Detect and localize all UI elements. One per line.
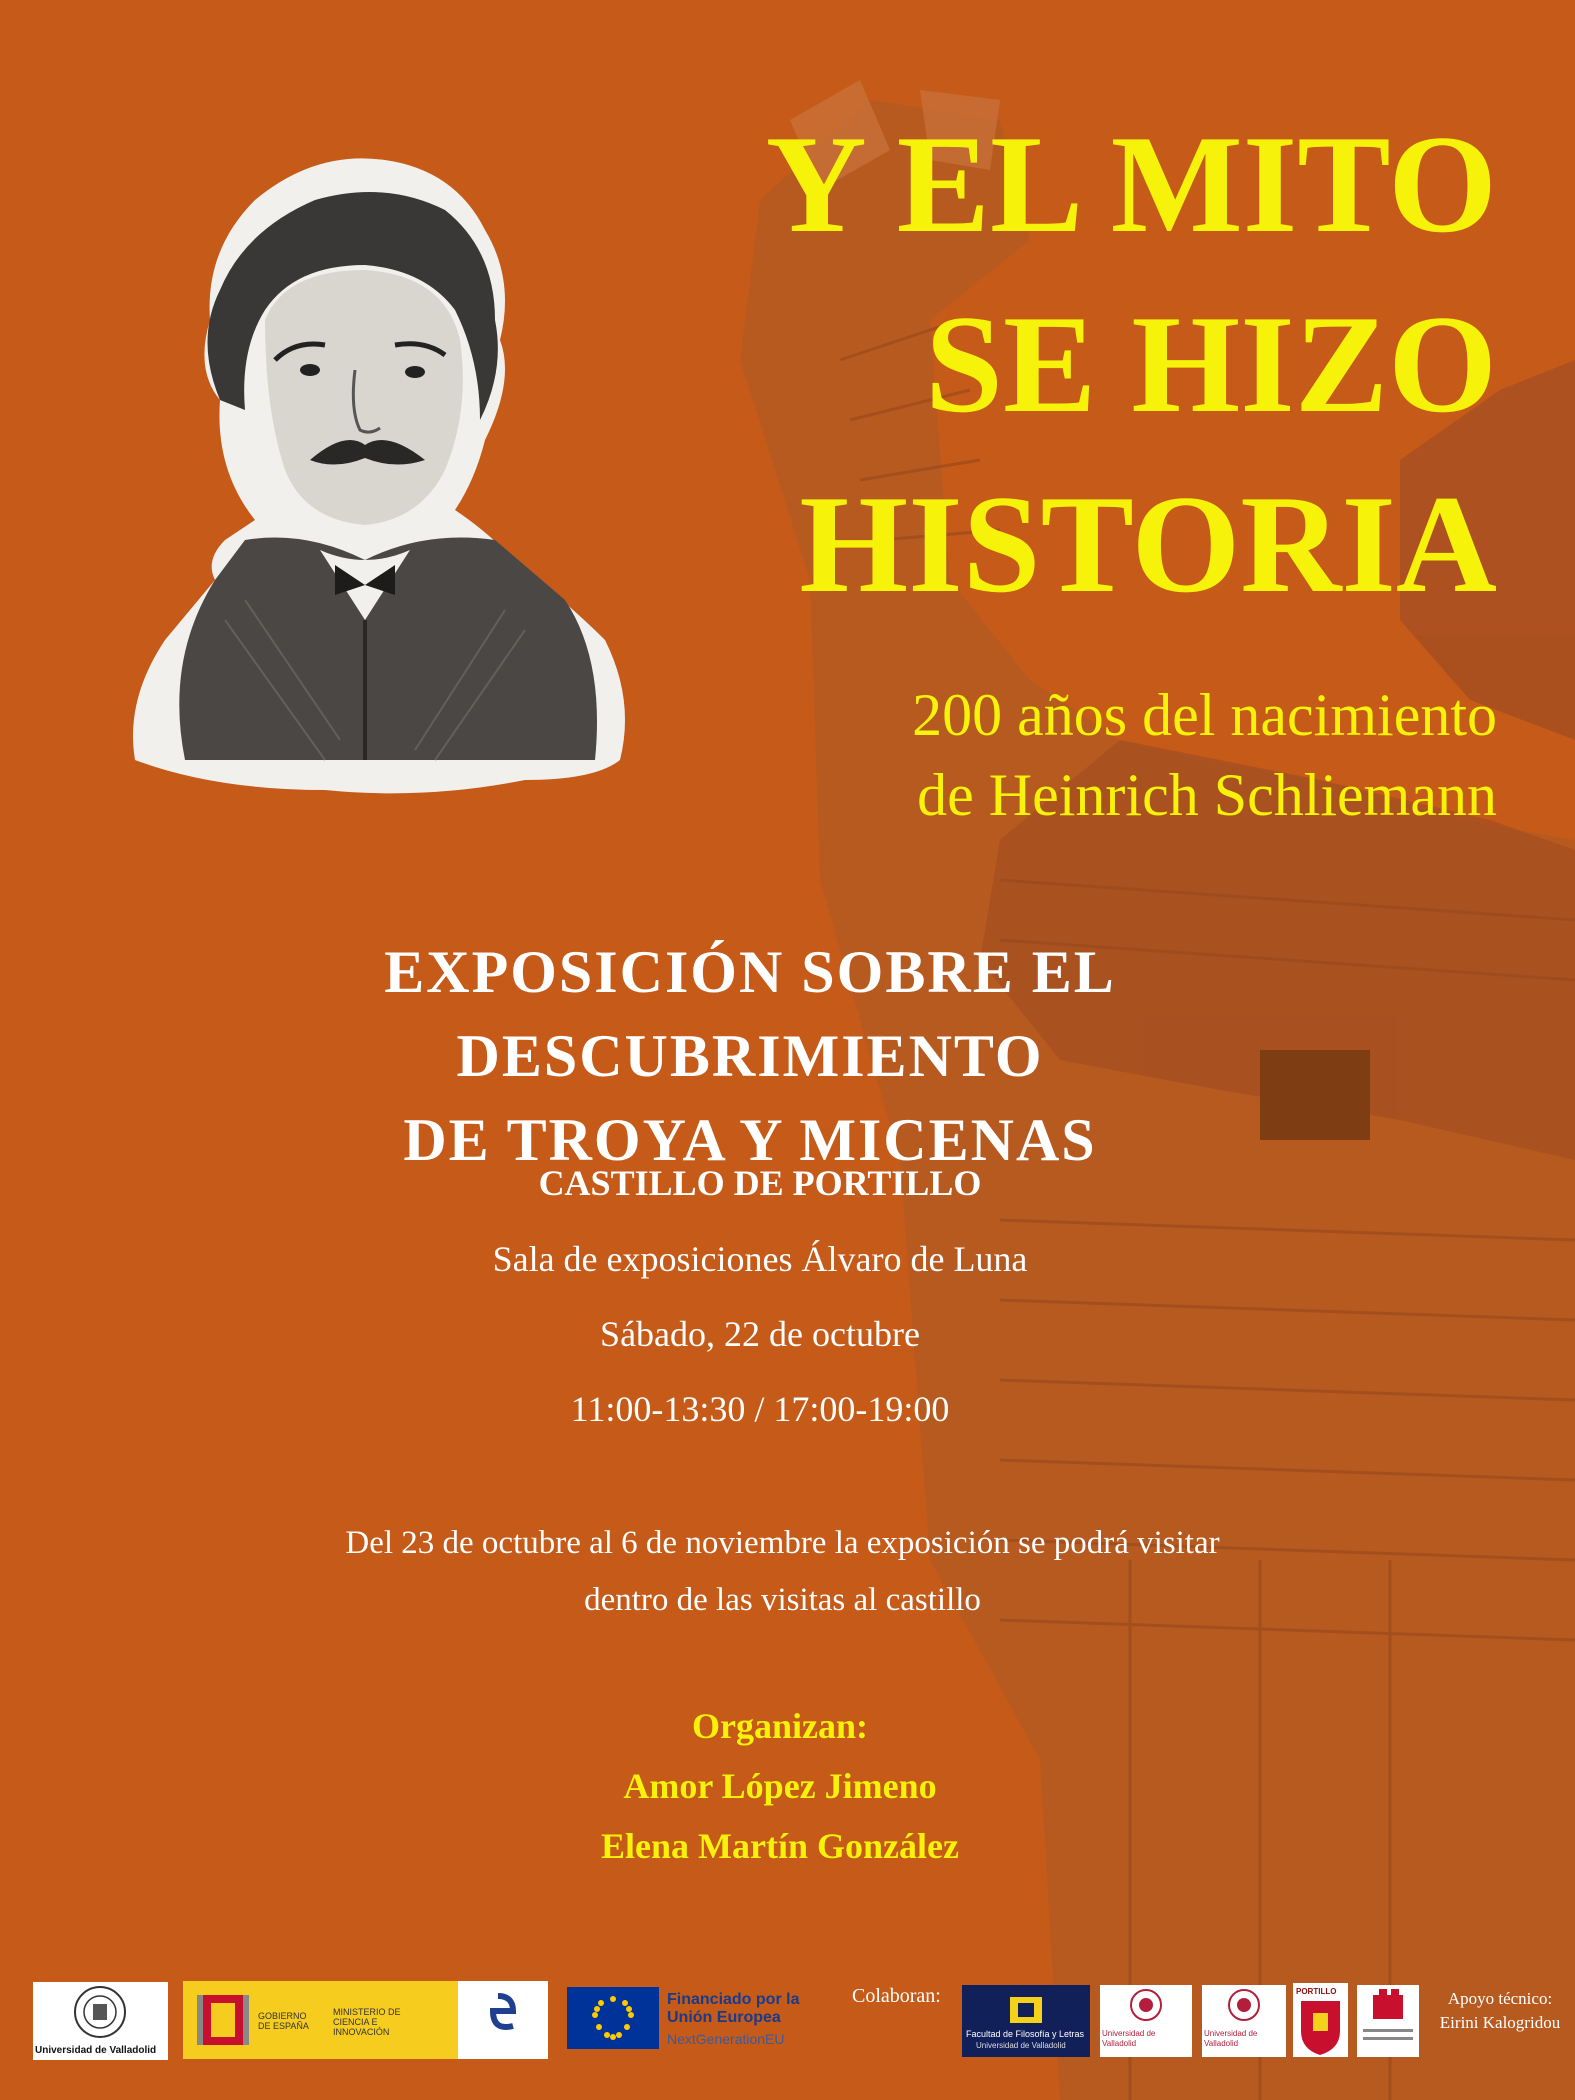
exposition-line-1: EXPOSICIÓN SOBRE EL DESCUBRIMIENTO (384, 939, 1116, 1089)
uva-logo-2-text: Universidad de Valladolid (1102, 2029, 1156, 2048)
exposition-heading (90, 930, 1410, 1182)
organizers-label: Organizan: (692, 1706, 868, 1746)
title-line-2: SE HIZO (925, 287, 1497, 442)
portillo-text: PORTILLO (1296, 1987, 1337, 1996)
uva-logo-2 (1100, 1985, 1192, 2057)
event-venue: CASTILLO DE PORTILLO (538, 1163, 982, 1203)
uva-seal-icon (33, 1982, 168, 2042)
portillo-shield-icon (1293, 1997, 1348, 2057)
visits-line-2: dentro de las visitas al castillo (584, 1582, 981, 1618)
eu-next-text: NextGenerationEU (667, 2031, 785, 2047)
uva-logo (33, 1982, 168, 2060)
agency-e-icon (458, 1981, 548, 2059)
ministerio-text: MINISTERIO DE CIENCIA E INNOVACIÓN (333, 2007, 401, 2037)
organizer-name: Amor López Jimeno (623, 1766, 937, 1806)
uva-logo-text: Universidad de Valladolid (35, 2045, 157, 2056)
title-line-3: HISTORIA (799, 467, 1497, 622)
colaboran-label: Colaboran: (852, 1985, 941, 2007)
divider (1363, 2029, 1413, 2032)
title-line-1: Y EL MITO (765, 107, 1497, 262)
poster-title (597, 95, 1497, 635)
facultad-sub-text: Universidad de Valladolid (976, 2041, 1066, 2050)
apoyo-label: Apoyo técnico: (1447, 1989, 1553, 2008)
facultad-text: Facultad de Filosofía y Letras (966, 2029, 1085, 2039)
schliemann-portrait (125, 140, 635, 805)
uva-logo-3-text: Universidad de Valladolid (1204, 2029, 1258, 2048)
visits-line-1: Del 23 de octubre al 6 de noviembre la exposición se podrá visitar (345, 1525, 1220, 1561)
agency-logo (458, 1981, 548, 2059)
visits-note (150, 1515, 1415, 1629)
eu-flag-icon (567, 1987, 659, 2049)
eu-logo (567, 1987, 827, 2055)
uva-seal-3-icon (1202, 1985, 1286, 2025)
organizer-name: Elena Martín González (601, 1826, 959, 1866)
event-room: Sala de exposiciones Álvaro de Luna (492, 1239, 1028, 1279)
logo-strip (0, 1975, 1575, 2065)
facultad-emblem-icon (1006, 1993, 1046, 2027)
gobierno-text: GOBIERNO DE ESPAÑA (258, 2011, 309, 2031)
facultad-logo (962, 1985, 1090, 2057)
exposition-line-2: DE TROYA Y MICENAS (403, 1107, 1097, 1173)
portillo-logo (1293, 1983, 1348, 2057)
apoyo-name: Eirini Kalogridou (1439, 2013, 1561, 2032)
subtitle-line-2: de Heinrich Schliemann (917, 762, 1497, 828)
coat-of-arms-icon (193, 1985, 253, 2055)
gobierno-logo (183, 1981, 548, 2059)
divider (1363, 2037, 1413, 2040)
poster-subtitle (597, 675, 1497, 835)
event-time: 11:00-13:30 / 17:00-19:00 (570, 1389, 950, 1429)
association-logo (1357, 1985, 1419, 2057)
uva-seal-2-icon (1100, 1985, 1192, 2025)
event-date: Sábado, 22 de octubre (600, 1314, 920, 1354)
subtitle-line-1: 200 años del nacimiento (912, 682, 1497, 748)
uva-logo-3 (1202, 1985, 1286, 2057)
apoyo-tecnico (1425, 1987, 1575, 2035)
eu-funded-text: Financiado por la Unión Europea (667, 1991, 800, 2026)
association-emblem-icon (1357, 1985, 1419, 2025)
